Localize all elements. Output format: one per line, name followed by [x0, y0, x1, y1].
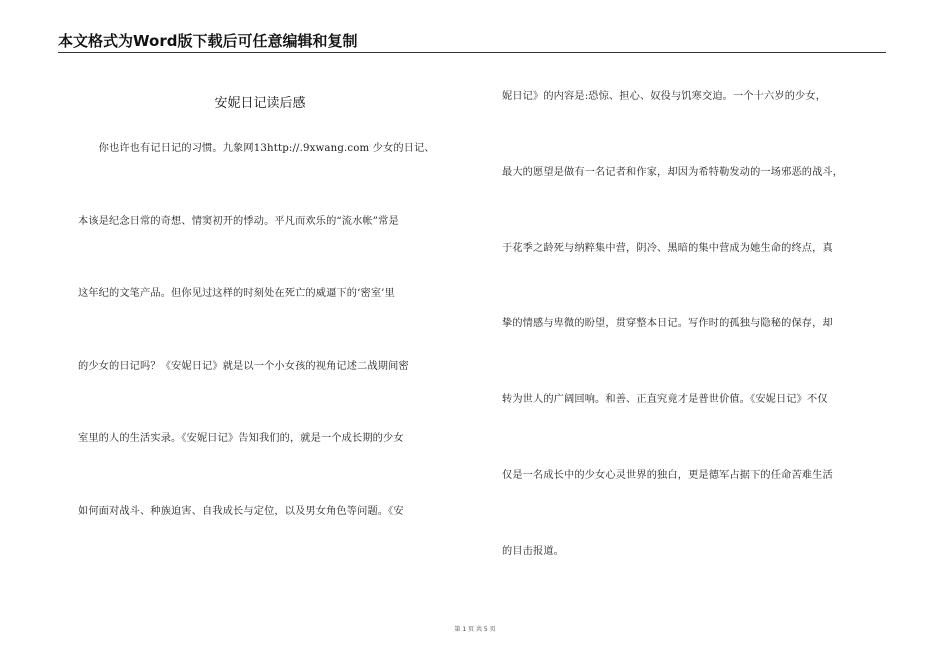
text-line: 于花季之龄死与纳粹集中营，阴冷、黑暗的集中营成为她生命的终点，真 [502, 242, 833, 254]
text-line: 本该是纪念日常的奇想、情窦初开的悸动。平凡而欢乐的“流水帐”常是 [78, 215, 399, 227]
page-number: 第 1 页 共 5 页 [454, 626, 496, 633]
header-divider [58, 52, 886, 53]
text-line: 如何面对战斗、种族迫害、自我成长与定位，以及男女角色等问题。《安 [78, 505, 404, 517]
text-line: 你也许也有记日记的习惯。九象网13http://.9xwang.com 少女的日记、 [78, 143, 435, 154]
text-line: 转为世人的广阔回响。和善、正直究竟才是普世价值。《安妮日记》不仅 [502, 394, 828, 406]
right-column [502, 92, 888, 623]
text-line: 挚的情感与卑微的盼望，贯穿整本日记。写作时的孤独与隐秘的保存，却 [502, 318, 833, 330]
article-title: 安妮日记读后感 [214, 96, 306, 111]
text-line: 这年纪的文笔产品。但你见过这样的时刻处在死亡的威逼下的‘密室’里 [78, 288, 395, 299]
text-line: 的目击报道。 [502, 545, 565, 557]
text-line: 最大的愿望是做有一名记者和作家，却因为希特勒发动的一场邪恶的战斗， [502, 166, 844, 178]
document-header: 本文格式为Word版下载后可任意编辑和复制 [58, 32, 358, 50]
text-line: 室里的人的生活实录。《安妮日记》告知我们的，就是一个成长期的少女 [78, 433, 404, 444]
left-column [78, 144, 466, 579]
text-line: 妮日记》的内容是:恐惊、担心、奴役与饥寒交迫。一个十六岁的少女， [502, 91, 827, 102]
text-line: 仅是一名成长中的少女心灵世界的独白，更是德军占据下的任命苦难生活 [502, 469, 833, 481]
text-line: 的少女的日记吗？《安妮日记》就是以一个小女孩的视角记述二战期间密 [78, 360, 409, 372]
